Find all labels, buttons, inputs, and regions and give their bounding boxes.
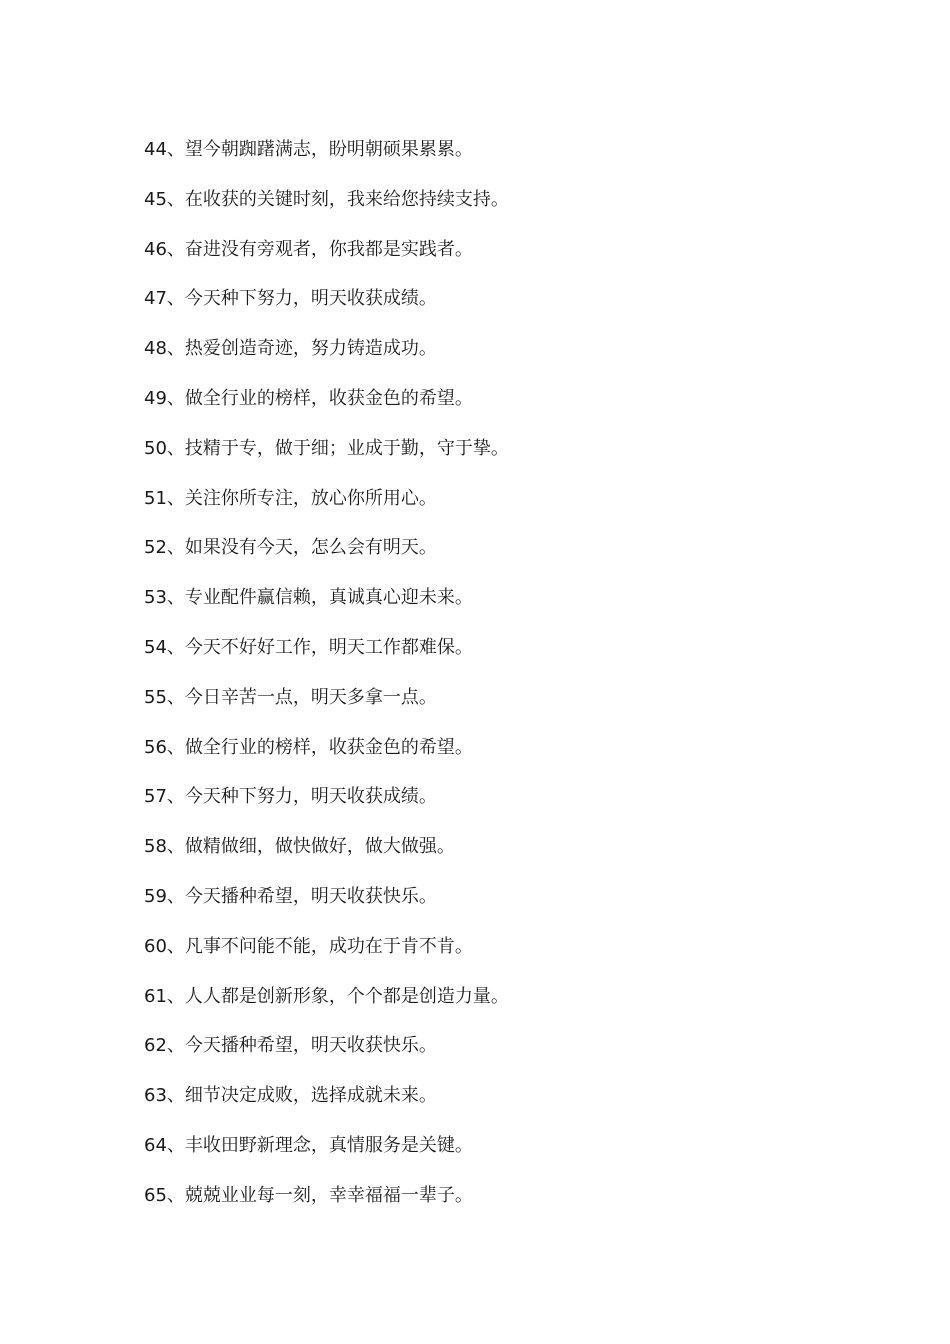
list-item: 52、如果没有今天，怎么会有明天。 [144,537,437,559]
list-item: 46、奋进没有旁观者，你我都是实践者。 [144,238,473,260]
list-item: 62、今天播种希望，明天收获快乐。 [144,1035,437,1057]
list-item: 60、凡事不问能不能，成功在于肯不肯。 [144,935,473,957]
list-item: 54、今天不好好工作，明天工作都难保。 [144,636,473,658]
list-item: 58、做精做细，做快做好，做大做强。 [144,836,455,858]
list-item: 48、热爱创造奇迹，努力铸造成功。 [144,338,437,360]
list-item: 51、关注你所专注，放心你所用心。 [144,487,437,509]
list-item: 59、今天播种希望，明天收获快乐。 [144,885,437,907]
list-item: 57、今天种下努力，明天收获成绩。 [144,786,437,808]
list-item: 44、望今朝踟躇满志，盼明朝硕果累累。 [144,139,473,160]
list-item: 49、做全行业的榜样，收获金色的希望。 [144,387,473,409]
list-item: 50、技精于专，做于细；业成于勤，守于挚。 [144,437,509,459]
list-item: 64、丰收田野新理念，真情服务是关键。 [144,1134,473,1156]
list-item: 47、今天种下努力，明天收获成绩。 [144,288,437,310]
list-item: 65、兢兢业业每一刻，幸幸福福一辈子。 [144,1184,473,1206]
list-item: 55、今日辛苦一点，明天多拿一点。 [144,686,437,708]
list-item: 61、人人都是创新形象，个个都是创造力量。 [144,985,509,1007]
list-item: 45、在收获的关键时刻，我来给您持续支持。 [144,188,509,210]
list-item: 63、细节决定成败，选择成就未来。 [144,1085,437,1107]
list-item: 56、做全行业的榜样，收获金色的希望。 [144,736,473,758]
list-item: 53、专业配件赢信赖，真诚真心迎未来。 [144,587,473,609]
slogan-list [144,137,509,1233]
